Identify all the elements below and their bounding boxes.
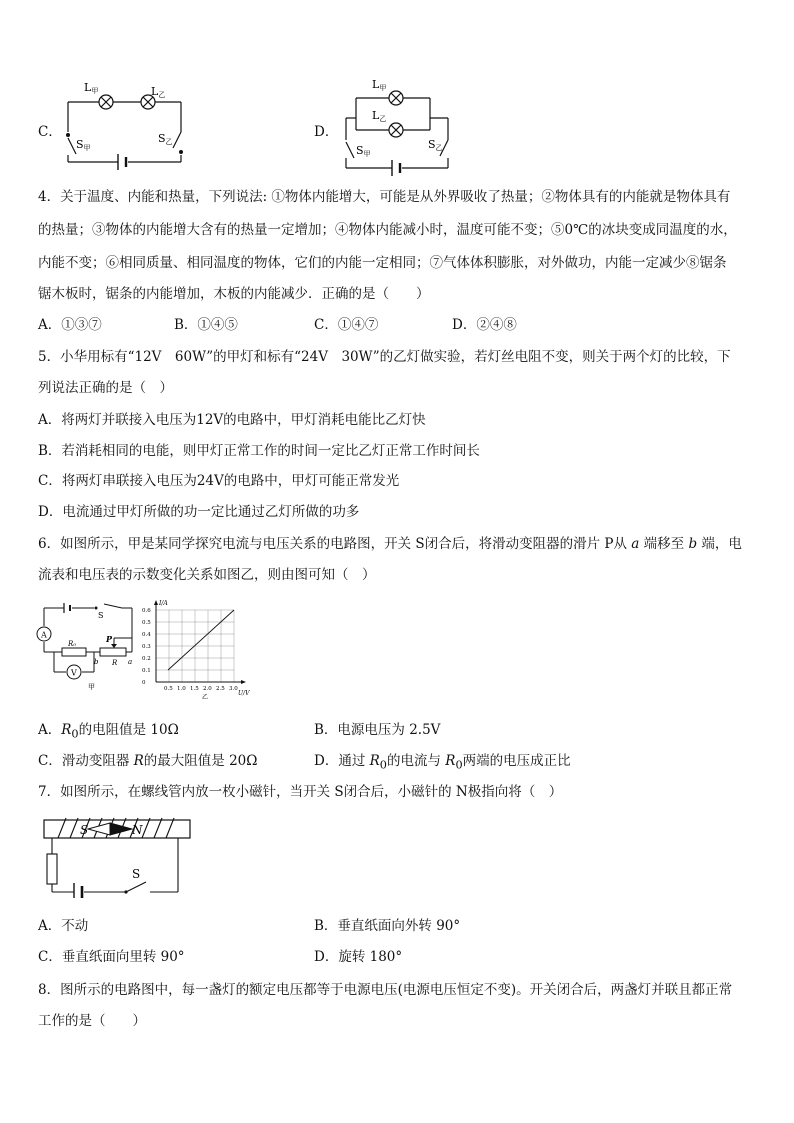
switch-pivot-icon (66, 133, 70, 137)
svg-text:S: S (132, 867, 141, 881)
q5-option-a[interactable]: A．将两灯并联接入电压为12V的电路中，甲灯消耗电能比乙灯快 (38, 412, 426, 428)
q3-option-d-label: D． (314, 124, 339, 140)
x-tick-label: 2.5 (216, 686, 225, 692)
q6-option-d[interactable]: D．通过 $R_0$的电流与 $R_0$两端的电压成正比 (314, 753, 571, 772)
y-axis-label: I/A (159, 600, 168, 607)
q7-line: 7．如图所示，在螺线管内放一枚小磁针，当开关 S闭合后，小磁针的 N极指向将（ ） (38, 784, 563, 800)
q6-graph (140, 596, 256, 700)
q6-circuit-figure (36, 600, 140, 692)
y-tick-label: 0.2 (142, 656, 151, 662)
switch2-label: S乙 (158, 132, 173, 146)
q3-option-c-label: C． (38, 124, 62, 140)
q8-line-2: 工作的是（ ） (38, 1013, 146, 1029)
q4-option-c[interactable]: C．①④⑦ (314, 317, 379, 333)
svg-text:S: S (80, 823, 89, 837)
svg-text:V: V (71, 668, 77, 678)
lamp-icon (99, 95, 113, 109)
y-tick-label: 0.6 (142, 608, 151, 614)
q3-circuit-d (336, 78, 466, 178)
x-tick-label: 3.0 (229, 686, 238, 692)
q4-line-4: 锯木板时，锯条的内能增加，木板的内能减少．正确的是（ ） (38, 286, 430, 302)
svg-text:R: R (112, 659, 118, 667)
q5-option-d[interactable]: D．电流通过甲灯所做的功一定比通过乙灯所做的功多 (38, 504, 360, 520)
svg-text:甲: 甲 (88, 683, 95, 691)
q3-circuit-c (58, 80, 198, 172)
q4-line-2: 的热量；③物体的内能增大含有的热量一定增加；④物体内能减小时，温度可能不变；⑤0℃的冰块变成同温度的水， (38, 222, 737, 238)
lamp-icon (389, 91, 403, 105)
q7-option-b[interactable]: B．垂直纸面向外转 90° (314, 918, 461, 934)
svg-text:P: P (106, 634, 113, 644)
ammeter-icon (37, 627, 51, 641)
lamp-icon (389, 123, 403, 137)
q6-option-b[interactable]: B．电源电压为 2.5V (314, 722, 441, 738)
switch-pivot-icon (179, 150, 183, 154)
q6-option-a[interactable]: A．$R_0$的电阻值是 10Ω (38, 722, 179, 741)
q7-solenoid-figure (40, 814, 194, 898)
q6-line-2: 流表和电压表的示数变化关系如图乙，则由图可知（ ） (38, 567, 376, 583)
lamp2-label: L乙 (372, 109, 387, 123)
lamp1-label: L甲 (84, 81, 99, 95)
y-tick-label: 0.4 (142, 632, 151, 638)
switch2-label: S乙 (428, 138, 443, 152)
y-tick-label: 0 (142, 680, 146, 686)
y-tick-label: 0.5 (142, 620, 151, 626)
x-tick-label: 0.5 (164, 686, 173, 692)
lamp2-label: L乙 (151, 85, 166, 99)
q5-line-2: 列说法正确的是（ ） (38, 380, 173, 396)
switch1-label: S甲 (76, 138, 91, 152)
switch1-label: S甲 (356, 144, 371, 158)
svg-text:A: A (41, 630, 47, 640)
voltmeter-icon (67, 665, 81, 679)
q4-option-b[interactable]: B．①④⑤ (174, 317, 238, 333)
q8-line-1: 8．图所示的电路图中，每一盏灯的额定电压都等于电源电压(电源电压恒定不变)。开关闭合后，两盏灯并联且都正常 (38, 982, 733, 998)
svg-text:R₀: R₀ (68, 640, 77, 648)
q7-option-d[interactable]: D．旋转 180° (314, 949, 403, 965)
svg-text:N: N (132, 823, 143, 837)
x-tick-label: 1.0 (177, 686, 186, 692)
svg-text:S: S (98, 611, 104, 620)
y-tick-label: 0.3 (142, 644, 151, 650)
q5-line-1: 5．小华用标有“12V 60W”的甲灯和标有“24V 30W”的乙灯做实验，若灯丝电阻不变，则关于两个灯的比较，下 (38, 349, 731, 365)
q6-line-1: 6．如图所示，甲是某同学探究电流与电压关系的电路图，开关 S闭合后，将滑动变阻器的滑片 P从 a 端移至 b 端，电 (38, 536, 742, 552)
x-tick-label: 2.0 (203, 686, 212, 692)
q7-option-a[interactable]: A．不动 (38, 918, 89, 934)
q4-option-d[interactable]: D．②④⑧ (452, 317, 517, 333)
q7-option-c[interactable]: C．垂直纸面向里转 90° (38, 949, 185, 965)
x-axis-label: U/V (238, 690, 250, 697)
q4-option-a[interactable]: A．①③⑦ (38, 317, 102, 333)
lamp1-label: L甲 (372, 78, 387, 92)
q6-option-c[interactable]: C．滑动变阻器 R的最大阻值是 20Ω (38, 753, 258, 769)
graph-caption: 乙 (202, 694, 209, 700)
x-tick-label: 1.5 (190, 686, 199, 692)
y-tick-label: 0.1 (142, 668, 151, 674)
q5-option-b[interactable]: B．若消耗相同的电能，则甲灯正常工作的时间一定比乙灯正常工作时间长 (38, 443, 480, 459)
svg-text:a: a (128, 658, 133, 666)
svg-text:b: b (94, 658, 99, 666)
q4-line-3: 内能不变；⑥相同质量、相同温度的物体，它们的内能一定相同；⑦气体体积膨胀，对外做功，内能一定减少⑧锯条 (38, 255, 727, 271)
q4-line-1: 4．关于温度、内能和热量，下列说法: ①物体内能增大，可能是从外界吸收了热量；②物体具有的内能就是物体具有 (38, 189, 731, 205)
q5-option-c[interactable]: C．将两灯串联接入电压为24V的电路中，甲灯可能正常发光 (38, 473, 400, 489)
